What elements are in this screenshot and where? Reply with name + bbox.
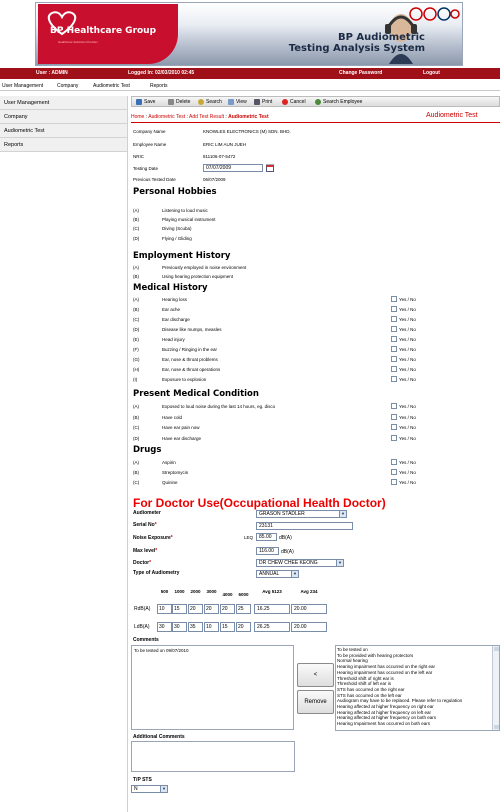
menu-company[interactable]: Company xyxy=(57,83,79,89)
search-icon xyxy=(198,99,204,105)
medical-checkbox[interactable] xyxy=(391,306,397,312)
present-code: (B) xyxy=(133,414,139,420)
present-code: (A) xyxy=(133,404,139,409)
system-title-line-2: Testing Analysis System xyxy=(288,43,425,54)
present-item: Exposed to loud noise during the last 14 hours, eg. disco xyxy=(162,404,276,409)
brand-name: BP Healthcare Group xyxy=(50,26,157,36)
doctor-label xyxy=(133,560,151,566)
comment-option[interactable]: Threshold shift of left ear is xyxy=(337,681,392,687)
audiogram-row-label: RdB(A) xyxy=(134,606,151,612)
comment-option[interactable]: To be tested on xyxy=(337,647,368,652)
drug-item: Quinine xyxy=(162,480,178,485)
cancel-icon xyxy=(282,99,288,105)
medical-yes-no: Yes / No xyxy=(399,377,416,382)
present-item: Have cold xyxy=(162,414,183,420)
page-title: Audiometric Test xyxy=(426,112,478,119)
comment-option[interactable]: To be provided with hearing protectors xyxy=(337,652,414,658)
present-checkbox[interactable] xyxy=(391,435,397,441)
comments-label: Comments xyxy=(133,637,159,643)
present-code: (C) xyxy=(133,425,140,430)
breadcrumb-home[interactable]: Home xyxy=(131,114,145,120)
doctor-section-title: For Doctor Use(Occupational Health Doctor) xyxy=(133,496,386,510)
view-button[interactable]: View xyxy=(228,98,247,106)
title-divider xyxy=(131,122,500,123)
medical-yes-no: Yes / No xyxy=(399,307,416,312)
drug-code: (C) xyxy=(133,480,140,485)
comment-option[interactable]: Hearing Impairment has occurred on both ears xyxy=(337,721,431,727)
medical-item: Hearing loss xyxy=(162,297,188,302)
hobby-code: (B) xyxy=(133,217,139,222)
menu-user-management[interactable]: User Management xyxy=(2,83,44,89)
hobby-code: (A) xyxy=(133,208,139,213)
comment-option[interactable]: Hearing affected at higher frequency on both ears xyxy=(337,715,436,721)
present-yes-no: Yes / No xyxy=(399,425,416,430)
doctor-value: DR CHEW CHEE KEONG xyxy=(259,560,318,566)
noise-exposure-label-text: Noise Exposure xyxy=(133,535,171,541)
freq-header: 6000 xyxy=(238,592,249,597)
search-employee-icon xyxy=(315,99,321,105)
medical-checkbox[interactable] xyxy=(391,366,397,372)
comment-option[interactable]: Hearing affected at higher frequency on right ear xyxy=(337,704,434,710)
breadcrumb: Home : Audiometric Test : Add Test Result : Audiometric Test xyxy=(131,114,269,120)
logged-in-time: Logged In: 02/03/2010 02:45 xyxy=(128,70,195,76)
medical-yes-no: Yes / No xyxy=(399,337,416,342)
hobby-code: (D) xyxy=(133,236,140,241)
medical-code: (F) xyxy=(133,347,139,352)
search-button[interactable]: Search xyxy=(198,98,222,106)
drug-checkbox[interactable] xyxy=(391,469,397,475)
scroll-up-icon[interactable] xyxy=(494,647,499,651)
nric-label: NRIC xyxy=(133,154,144,159)
medical-code: (E) xyxy=(133,337,139,342)
additional-comments-label: Additional Comments xyxy=(133,734,185,740)
present-item: Have ear pain now xyxy=(162,425,200,430)
sidebar-item-company[interactable]: Company xyxy=(0,110,127,124)
avg-5123-cell[interactable]: 16.25 xyxy=(254,604,290,614)
present-yes-no: Yes / No xyxy=(399,435,416,441)
audiometer-select[interactable] xyxy=(256,510,347,518)
company-value: KNOWLES ELECTRONICS (M) SDN. BHD. xyxy=(203,129,291,134)
max-level-label-text: Max level xyxy=(133,548,156,554)
avg-234-cell[interactable]: 20.00 xyxy=(291,604,327,614)
hobby-item: Diving (Scuba) xyxy=(162,226,192,231)
section-personal-hobbies: Personal Hobbies xyxy=(133,187,217,197)
medical-code: (C) xyxy=(133,317,140,322)
doctor-label-text: Doctor xyxy=(133,560,150,566)
audiogram-cell[interactable]: 30 xyxy=(172,622,187,632)
drug-code: (A) xyxy=(133,460,139,465)
nric-value: 811106-07-5472 xyxy=(203,154,236,159)
hobby-code: (C) xyxy=(133,226,140,231)
section-drugs: Drugs xyxy=(133,445,162,455)
medical-item: Buzzing / Ringing in the ear xyxy=(162,347,218,352)
comments-textarea[interactable]: To be tested on 09/07/2010 xyxy=(131,645,294,730)
tp-sts-label: T/P STS xyxy=(133,777,152,783)
menu-audiometric-test[interactable]: Audiometric Test xyxy=(93,83,130,89)
medical-code: (I) xyxy=(133,377,138,382)
comment-options xyxy=(337,647,498,727)
max-level-field[interactable]: 116.00 xyxy=(256,547,279,555)
drug-item: Aspirin xyxy=(162,460,176,465)
serial-no-label-text: Serial No xyxy=(133,522,155,528)
comment-option[interactable]: Audiogram may have to be replaced. Please refer to regulation xyxy=(337,698,463,704)
sidebar xyxy=(0,96,128,812)
hobby-item: Flying / Gliding xyxy=(162,236,192,241)
menu-reports[interactable]: Reports xyxy=(150,83,168,89)
employment-code: (A) xyxy=(133,265,139,270)
audiometer-label: Audiometer xyxy=(133,510,161,516)
employment-item: Using hearing protection equipment xyxy=(162,274,234,279)
calendar-icon[interactable] xyxy=(266,164,274,172)
audiogram-cell[interactable]: 30 xyxy=(157,622,172,632)
audiogram-cell[interactable]: 15 xyxy=(172,604,187,614)
print-button[interactable]: Print xyxy=(254,98,272,106)
avg-5123-header: Avg 5123 xyxy=(262,589,282,594)
sidebar-item-audiometric-test[interactable]: Audiometric Test xyxy=(0,124,127,138)
audiometry-type-select[interactable] xyxy=(256,570,299,578)
audiogram-row-label: LdB(A) xyxy=(134,624,150,630)
audiogram-cell[interactable]: 20 xyxy=(220,604,235,614)
present-yes-no: Yes / No xyxy=(399,414,416,420)
system-title xyxy=(230,32,425,54)
medical-yes-no: Yes / No xyxy=(399,317,416,322)
noise-exposure-field[interactable]: 85.00 xyxy=(256,533,277,541)
medical-yes-no: Yes / No xyxy=(399,357,416,362)
present-item: Have ear discharge xyxy=(162,435,202,441)
current-user: User : ADMIN xyxy=(36,70,68,76)
remove-comment-button[interactable]: Remove xyxy=(297,690,334,714)
company-label: Company Name xyxy=(133,129,166,134)
audiometry-type-label: Type of Audiometry xyxy=(133,570,180,576)
audiogram-cell[interactable]: 25 xyxy=(236,604,251,614)
medical-yes-no: Yes / No xyxy=(399,367,416,372)
cancel-button[interactable]: Cancel xyxy=(282,98,306,106)
drug-code: (B) xyxy=(133,470,139,475)
medical-item: Head injury xyxy=(162,337,185,342)
comment-option[interactable]: Hearing affected at higher frequency on left ear xyxy=(337,709,431,715)
previous-date-label: Previous Tested Date xyxy=(133,177,176,182)
drug-item: Streptomycin xyxy=(162,470,189,475)
freq-header: 1000 xyxy=(174,589,185,594)
audiogram-cell[interactable]: 20 xyxy=(236,622,251,632)
comment-option[interactable]: Hearing impairment has occurred on the right ear xyxy=(337,664,436,670)
drug-yes-no: Yes / No xyxy=(399,460,416,465)
medical-yes-no: Yes / No xyxy=(399,327,416,332)
tp-sts-value: N xyxy=(134,786,138,792)
freq-header: 4000 xyxy=(222,592,233,597)
comment-option[interactable]: Hearing impairment has occurred on the left ear xyxy=(337,669,433,675)
drug-yes-no: Yes / No xyxy=(399,480,416,485)
medical-item: Ear discharge xyxy=(162,317,190,322)
medical-checkbox[interactable] xyxy=(391,376,397,382)
add-comment-button[interactable]: < xyxy=(297,663,334,687)
medical-checkbox[interactable] xyxy=(391,326,397,332)
additional-comments-textarea[interactable] xyxy=(131,741,295,772)
freq-header: 3000 xyxy=(206,589,217,594)
serial-no-label xyxy=(133,522,157,528)
present-checkbox[interactable] xyxy=(391,403,397,409)
drug-checkbox[interactable] xyxy=(391,459,397,465)
audiometry-type-value: ANNUAL xyxy=(259,571,280,577)
required-mark: * xyxy=(170,535,173,541)
avg-5123-cell[interactable]: 26.25 xyxy=(254,622,290,632)
required-mark: * xyxy=(149,560,152,566)
medical-checkbox[interactable] xyxy=(391,346,397,352)
system-title-line-1: BP Audiometric xyxy=(337,32,425,43)
chevron-down-icon: ▼ xyxy=(160,786,167,792)
medical-checkbox[interactable] xyxy=(391,296,397,302)
chevron-down-icon: ▼ xyxy=(291,571,298,577)
logout-link[interactable]: Logout xyxy=(423,70,440,76)
testing-date-field[interactable]: 07/07/2009 xyxy=(203,164,263,172)
employee-value: ERIC LIM AUN JUEH xyxy=(203,142,247,147)
avg-234-cell[interactable]: 20.00 xyxy=(291,622,327,632)
medical-yes-no: Yes / No xyxy=(399,297,416,302)
present-code: (D) xyxy=(133,435,140,441)
medical-code: (D) xyxy=(133,327,140,332)
drug-checkbox[interactable] xyxy=(391,479,397,485)
medical-yes-no: Yes / No xyxy=(399,347,416,352)
view-icon xyxy=(228,99,234,105)
search-employee-button[interactable]: Search Employee xyxy=(315,98,362,106)
chevron-down-icon: ▼ xyxy=(339,511,346,517)
medical-code: (G) xyxy=(133,357,140,362)
print-icon xyxy=(254,99,260,105)
medical-item: Disease like mumps, measles xyxy=(162,327,222,332)
medical-item: Ear, nose & throat operations xyxy=(162,367,221,372)
sidebar-item-user-management[interactable]: User Management xyxy=(0,96,127,110)
audiogram-cell[interactable]: 10 xyxy=(157,604,172,614)
leq-label: LEQ xyxy=(244,535,254,540)
medical-code: (B) xyxy=(133,307,139,312)
hobby-item: Listening to loud music xyxy=(162,208,208,213)
audiometer-value: GRASON STADLER xyxy=(259,511,305,517)
breadcrumb-current: Audiometric Test xyxy=(228,114,269,120)
present-yes-no: Yes / No xyxy=(399,404,416,409)
audiogram-cell[interactable]: 10 xyxy=(204,622,219,632)
employment-code: (B) xyxy=(133,274,139,279)
employee-label: Employee Name xyxy=(133,142,167,147)
comment-option[interactable]: STS has occurred on the right ear xyxy=(337,686,405,692)
certification-logos-icon xyxy=(408,6,460,22)
employment-item: Previously employed in noise environment xyxy=(162,265,247,270)
save-button[interactable]: Save xyxy=(136,98,155,106)
serial-no-field[interactable]: 23131 xyxy=(256,522,353,530)
comment-option[interactable]: Normal hearing xyxy=(337,658,368,664)
required-mark: * xyxy=(154,522,157,528)
comment-options-list[interactable] xyxy=(335,645,500,731)
doctor-select[interactable] xyxy=(256,559,344,567)
testing-date-label: Testing Date xyxy=(133,166,159,171)
app-header xyxy=(0,0,500,68)
audiogram-cell[interactable]: 35 xyxy=(188,622,203,632)
medical-item: Exposure to explosion xyxy=(162,377,207,382)
section-employment-history: Employment History xyxy=(133,251,231,261)
save-icon xyxy=(136,99,142,105)
breadcrumb-add[interactable]: Add Test Result xyxy=(189,114,224,120)
medical-checkbox[interactable] xyxy=(391,336,397,342)
audiogram-cell[interactable]: 15 xyxy=(220,622,235,632)
freq-header: 2000 xyxy=(190,589,201,594)
audiogram-cell[interactable]: 20 xyxy=(204,604,219,614)
noise-unit: dB(A) xyxy=(279,535,292,541)
medical-code: (A) xyxy=(133,297,139,302)
delete-icon xyxy=(168,99,174,105)
section-medical-history: Medical History xyxy=(133,283,208,293)
present-checkbox[interactable] xyxy=(391,424,397,430)
hobby-item: Playing musical instrument xyxy=(162,217,216,222)
comment-option[interactable]: STS has occurred on the left ear xyxy=(337,692,402,698)
change-password-link[interactable]: Change Password xyxy=(339,70,383,76)
breadcrumb-audiometric[interactable]: Audiometric Test xyxy=(148,114,186,120)
toolbar xyxy=(131,96,500,107)
comment-option[interactable]: Threshold shift of right ear is xyxy=(337,675,394,681)
chevron-down-icon: ▼ xyxy=(336,560,343,566)
medical-checkbox[interactable] xyxy=(391,316,397,322)
medical-checkbox[interactable] xyxy=(391,356,397,362)
audiogram-cell[interactable]: 20 xyxy=(188,604,203,614)
brand-tagline: Healthcare Solutions Provider xyxy=(58,40,98,44)
avg-234-header: Avg 234 xyxy=(300,589,318,594)
present-checkbox[interactable] xyxy=(391,414,397,420)
scrollbar[interactable] xyxy=(492,646,499,730)
sidebar-item-reports[interactable]: Reports xyxy=(0,138,127,152)
main-menu xyxy=(0,80,500,91)
previous-date-value: 06/07/2009 xyxy=(203,177,226,182)
freq-header: 500 xyxy=(160,589,169,594)
medical-item: Ear ache xyxy=(162,307,181,312)
section-present-medical-condition: Present Medical Condition xyxy=(133,389,259,399)
medical-item: Ear, nose & throat problems xyxy=(162,357,218,362)
max-level-label xyxy=(133,548,157,554)
noise-exposure-label xyxy=(133,535,173,541)
max-level-unit: dB(A) xyxy=(281,549,294,555)
tp-sts-select[interactable] xyxy=(131,785,168,793)
scroll-down-icon[interactable] xyxy=(494,725,499,729)
status-bar xyxy=(0,68,500,79)
required-mark: * xyxy=(155,548,158,554)
delete-button[interactable]: Delete xyxy=(168,98,190,106)
drug-yes-no: Yes / No xyxy=(399,470,416,475)
medical-code: (H) xyxy=(133,367,140,372)
